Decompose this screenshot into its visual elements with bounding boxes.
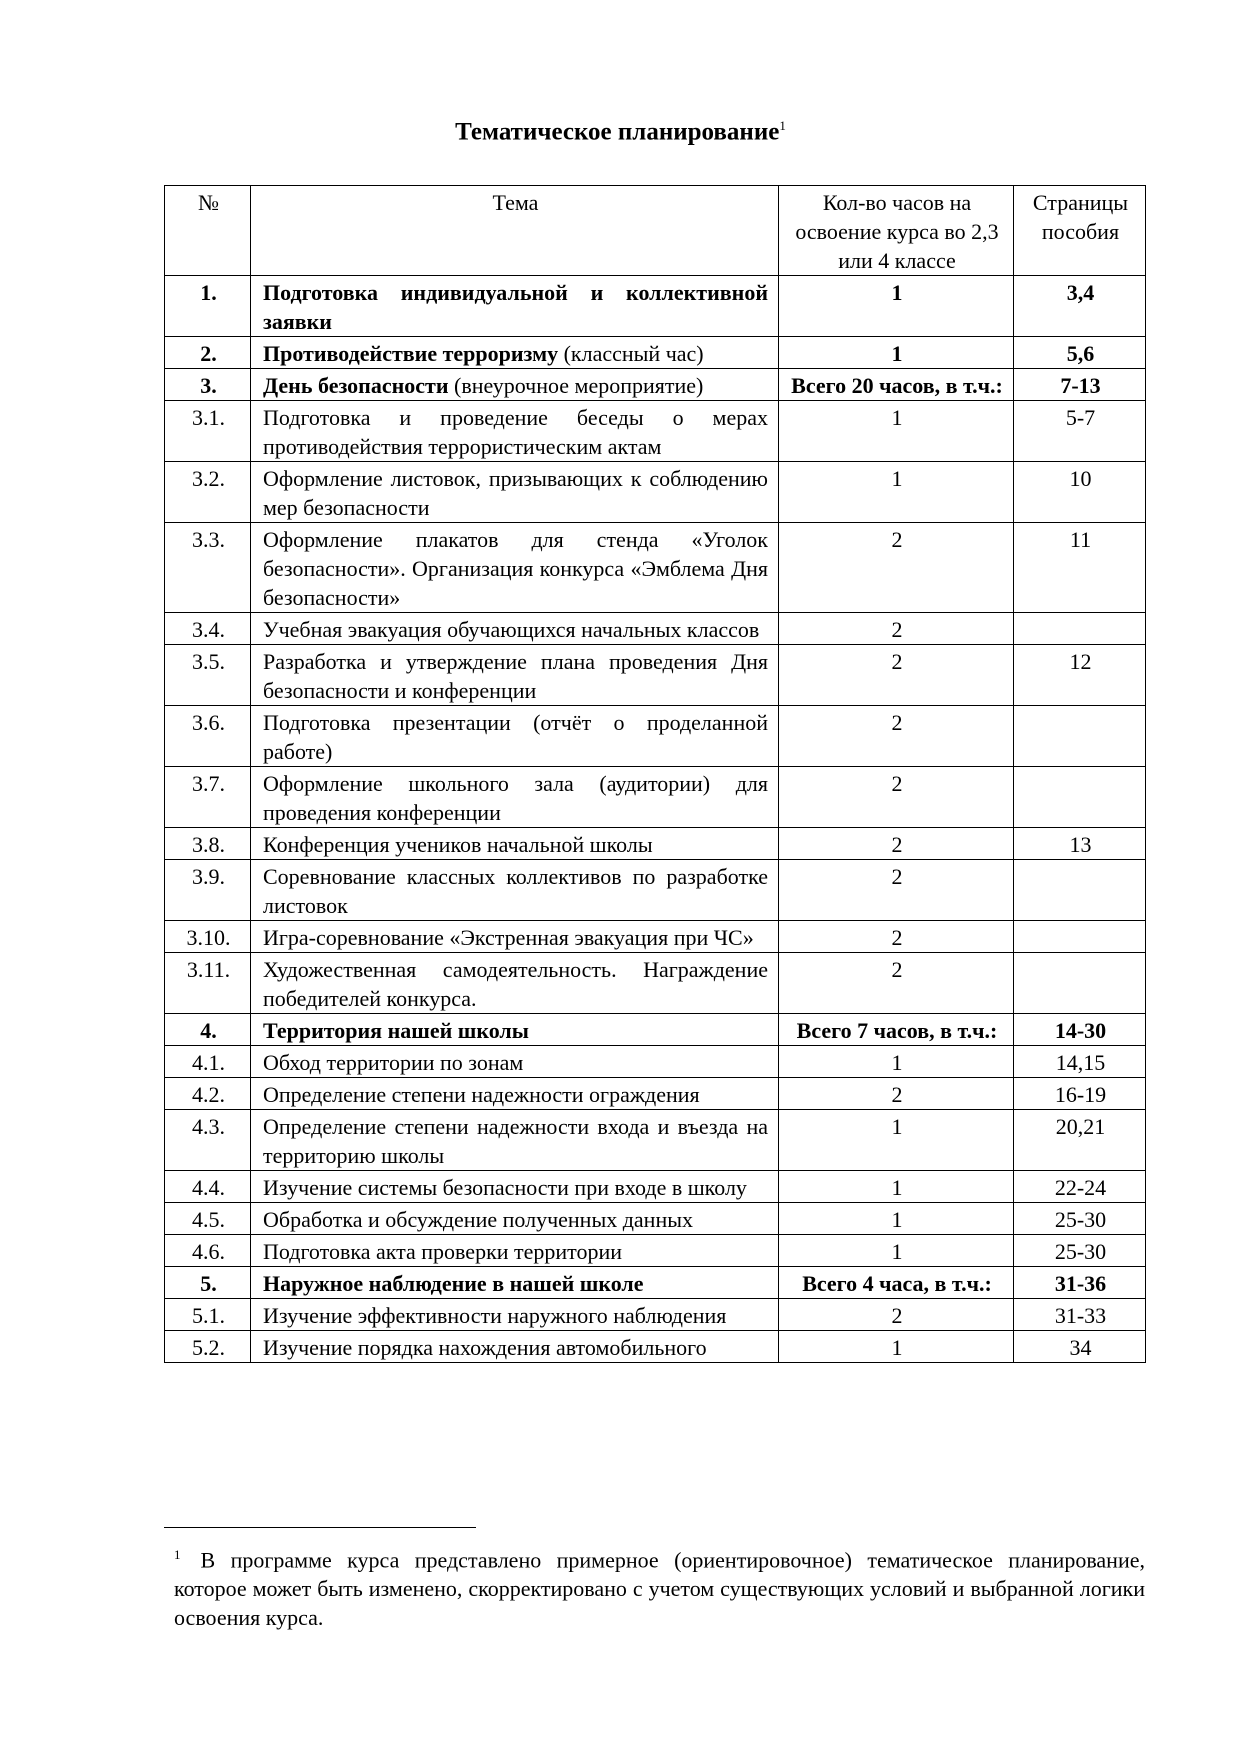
table-row: [165, 276, 1146, 337]
row-topic: [251, 1299, 779, 1331]
row-hours: 1: [779, 401, 1014, 462]
table-row: [165, 369, 1146, 401]
row-topic-text: Разработка и утверждение плана проведения Дня безопасности и конференции: [263, 649, 768, 703]
table-row: [165, 921, 1146, 953]
table-row: [165, 828, 1146, 860]
row-topic: [251, 1078, 779, 1110]
row-pages: 3,4: [1014, 276, 1146, 337]
table-row: [165, 462, 1146, 523]
table-row: [165, 1267, 1146, 1299]
table-row: [165, 1078, 1146, 1110]
row-topic-text: Оформление школьного зала (аудитории) для проведения конференции: [263, 771, 768, 825]
row-hours: 2: [779, 706, 1014, 767]
page-title-text: Тематическое планирование: [455, 118, 780, 146]
footnote-text: В программе курса представлено примерное (ориентировочное) тематическое планирование, которое может быть изменено, скорректировано с учетом существующих условий и выбранной логики освоения курса.: [174, 1547, 1145, 1631]
footnote-marker: 1: [174, 1547, 181, 1562]
row-hours: 2: [779, 767, 1014, 828]
row-pages: [1014, 860, 1146, 921]
row-topic-text: Подготовка индивидуальной и коллективной заявки: [263, 280, 768, 334]
page-title: [0, 118, 1241, 146]
row-hours: 2: [779, 1078, 1014, 1110]
row-hours: 1: [779, 462, 1014, 523]
row-pages: 14-30: [1014, 1014, 1146, 1046]
row-topic-text: Подготовка презентации (отчёт о проделанной работе): [263, 710, 768, 764]
row-number: 3.11.: [165, 953, 251, 1014]
table-row: [165, 1046, 1146, 1078]
row-number: 3.5.: [165, 645, 251, 706]
row-hours: Всего 20 часов, в т.ч.:: [779, 369, 1014, 401]
row-pages: 22-24: [1014, 1171, 1146, 1203]
row-topic-text: Оформление плакатов для стенда «Уголок безопасности». Организация конкурса «Эмблема Дня безопасности»: [263, 527, 768, 610]
row-topic: [251, 401, 779, 462]
footnote-reference: 1: [779, 118, 786, 133]
row-pages: [1014, 706, 1146, 767]
row-topic: [251, 1331, 779, 1363]
row-topic-text: Обход территории по зонам: [263, 1050, 524, 1075]
row-topic-text: День безопасности: [263, 373, 449, 398]
row-number: 4.2.: [165, 1078, 251, 1110]
row-topic: [251, 1110, 779, 1171]
row-pages: 13: [1014, 828, 1146, 860]
table-row: [165, 860, 1146, 921]
row-topic: [251, 523, 779, 613]
row-number: 4.5.: [165, 1203, 251, 1235]
row-topic-text: Определение степени надежности ограждения: [263, 1082, 700, 1107]
row-number: 4.4.: [165, 1171, 251, 1203]
row-hours: 2: [779, 645, 1014, 706]
row-pages: 16-19: [1014, 1078, 1146, 1110]
table-row: [165, 767, 1146, 828]
row-topic: [251, 1235, 779, 1267]
row-topic: [251, 369, 779, 401]
row-topic-text: Учебная эвакуация обучающихся начальных классов: [263, 617, 760, 642]
row-hours: 2: [779, 953, 1014, 1014]
table-row: [165, 645, 1146, 706]
row-hours: 2: [779, 613, 1014, 645]
row-topic-text: Изучение системы безопасности при входе в школу: [263, 1175, 747, 1200]
row-topic: [251, 828, 779, 860]
row-pages: 25-30: [1014, 1235, 1146, 1267]
row-number: 3.2.: [165, 462, 251, 523]
row-pages: [1014, 953, 1146, 1014]
row-hours: 2: [779, 921, 1014, 953]
row-hours: Всего 7 часов, в т.ч.:: [779, 1014, 1014, 1046]
row-hours: 1: [779, 337, 1014, 369]
row-pages: 11: [1014, 523, 1146, 613]
row-topic-text: Подготовка акта проверки территории: [263, 1239, 623, 1264]
row-number: 3.1.: [165, 401, 251, 462]
row-topic: [251, 921, 779, 953]
row-topic-text: Противодействие терроризму: [263, 341, 559, 366]
table-row: [165, 401, 1146, 462]
row-topic-text: Наружное наблюдение в нашей школе: [263, 1271, 644, 1296]
row-pages: 31-33: [1014, 1299, 1146, 1331]
row-topic-note: (классный час): [558, 341, 704, 366]
row-pages: [1014, 613, 1146, 645]
row-pages: 7-13: [1014, 369, 1146, 401]
row-topic-note: (внеурочное мероприятие): [448, 373, 704, 398]
row-number: 3.10.: [165, 921, 251, 953]
row-number: 3.: [165, 369, 251, 401]
row-pages: 10: [1014, 462, 1146, 523]
row-number: 3.7.: [165, 767, 251, 828]
row-topic: [251, 706, 779, 767]
row-topic: [251, 1046, 779, 1078]
table-row: [165, 1110, 1146, 1171]
row-number: 3.3.: [165, 523, 251, 613]
table-row: [165, 706, 1146, 767]
row-topic-text: Подготовка и проведение беседы о мерах противодействия террористическим актам: [263, 405, 768, 459]
table-header-row: [165, 186, 1146, 276]
table-body: [165, 276, 1146, 1363]
row-pages: 31-36: [1014, 1267, 1146, 1299]
row-hours: 1: [779, 1171, 1014, 1203]
row-topic: [251, 276, 779, 337]
row-pages: [1014, 767, 1146, 828]
row-number: 3.9.: [165, 860, 251, 921]
row-topic-text: Оформление листовок, призывающих к соблюдению мер безопасности: [263, 466, 768, 520]
row-number: 4.1.: [165, 1046, 251, 1078]
row-pages: 5-7: [1014, 401, 1146, 462]
row-number: 3.8.: [165, 828, 251, 860]
table-row: [165, 1331, 1146, 1363]
row-topic: [251, 1014, 779, 1046]
table-row: [165, 1171, 1146, 1203]
footnote: [174, 1540, 1145, 1632]
row-topic: [251, 1267, 779, 1299]
row-topic: [251, 1203, 779, 1235]
row-topic: [251, 337, 779, 369]
row-number: 4.6.: [165, 1235, 251, 1267]
header-topic: Тема: [251, 186, 779, 276]
header-pages: Страницы пособия: [1014, 186, 1146, 276]
row-hours: 2: [779, 1299, 1014, 1331]
row-topic: [251, 953, 779, 1014]
row-topic-text: Территория нашей школы: [263, 1018, 529, 1043]
row-topic-text: Изучение эффективности наружного наблюдения: [263, 1303, 727, 1328]
table-row: [165, 1014, 1146, 1046]
row-pages: [1014, 921, 1146, 953]
row-topic: [251, 767, 779, 828]
row-number: 4.: [165, 1014, 251, 1046]
table-row: [165, 1299, 1146, 1331]
row-pages: 25-30: [1014, 1203, 1146, 1235]
row-topic-text: Конференция учеников начальной школы: [263, 832, 653, 857]
row-hours: 2: [779, 828, 1014, 860]
row-number: 3.6.: [165, 706, 251, 767]
row-number: 4.3.: [165, 1110, 251, 1171]
row-hours: 1: [779, 1203, 1014, 1235]
row-topic: [251, 462, 779, 523]
table-row: [165, 953, 1146, 1014]
header-number: №: [165, 186, 251, 276]
row-hours: 1: [779, 1235, 1014, 1267]
row-topic-text: Соревнование классных коллективов по разработке листовок: [263, 864, 768, 918]
row-number: 5.2.: [165, 1331, 251, 1363]
row-number: 1.: [165, 276, 251, 337]
row-topic-text: Изучение порядка нахождения автомобильного: [263, 1335, 707, 1360]
row-topic: [251, 860, 779, 921]
row-hours: 1: [779, 1331, 1014, 1363]
row-pages: 12: [1014, 645, 1146, 706]
row-hours: 1: [779, 276, 1014, 337]
table-row: [165, 337, 1146, 369]
row-pages: 34: [1014, 1331, 1146, 1363]
row-hours: 1: [779, 1046, 1014, 1078]
row-hours: 1: [779, 1110, 1014, 1171]
header-hours: Кол-во часов на освоение курса во 2,3 или 4 классе: [779, 186, 1014, 276]
row-topic: [251, 613, 779, 645]
thematic-plan-table: [164, 185, 1146, 1363]
row-topic-text: Художественная самодеятельность. Награждение победителей конкурса.: [263, 957, 768, 1011]
row-hours: 2: [779, 523, 1014, 613]
row-number: 5.: [165, 1267, 251, 1299]
table-row: [165, 1203, 1146, 1235]
row-pages: 20,21: [1014, 1110, 1146, 1171]
row-pages: 5,6: [1014, 337, 1146, 369]
footnote-separator: [164, 1527, 476, 1528]
row-hours: 2: [779, 860, 1014, 921]
table-row: [165, 523, 1146, 613]
row-number: 5.1.: [165, 1299, 251, 1331]
table-row: [165, 1235, 1146, 1267]
row-hours: Всего 4 часа, в т.ч.:: [779, 1267, 1014, 1299]
row-pages: 14,15: [1014, 1046, 1146, 1078]
row-topic-text: Обработка и обсуждение полученных данных: [263, 1207, 694, 1232]
row-number: 2.: [165, 337, 251, 369]
row-topic: [251, 1171, 779, 1203]
table-row: [165, 613, 1146, 645]
row-topic-text: Определение степени надежности входа и въезда на территорию школы: [263, 1114, 768, 1168]
row-topic-text: Игра-соревнование «Экстренная эвакуация при ЧС»: [263, 925, 754, 950]
row-topic: [251, 645, 779, 706]
row-number: 3.4.: [165, 613, 251, 645]
